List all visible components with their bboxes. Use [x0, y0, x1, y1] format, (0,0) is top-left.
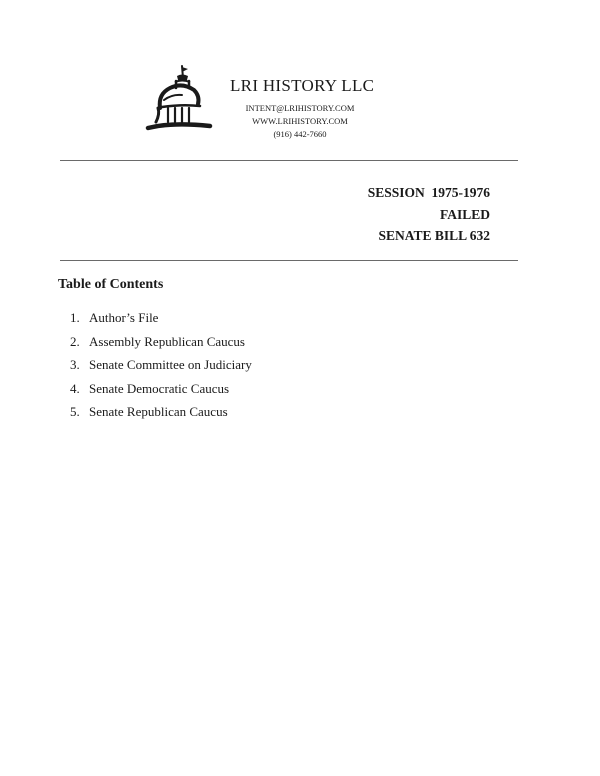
company-email: INTENT@LRIHISTORY.COM — [245, 103, 355, 113]
company-header — [230, 76, 375, 141]
toc-item-assembly-republican-caucus — [70, 330, 252, 354]
bill-info — [368, 182, 490, 247]
company-phone: (916) 442-7660 — [273, 129, 327, 139]
company-name: LRI HISTORY LLC — [230, 76, 375, 95]
company-website: WWW.LRIHISTORY.COM — [252, 116, 348, 126]
toc-item-label: Senate Committee on Judiciary — [89, 357, 252, 372]
toc-item-label: Assembly Republican Caucus — [89, 333, 245, 349]
toc-item-senate-democratic-caucus — [70, 377, 252, 401]
toc-item-label: Senate Democratic Caucus — [89, 380, 230, 396]
bottom-divider — [60, 260, 518, 261]
toc-item-senate-committee-judiciary — [70, 353, 252, 377]
toc-item-number: 1. — [70, 310, 80, 325]
toc-item-label: Senate Republican Caucus — [89, 404, 228, 419]
toc-item-number: 4. — [70, 380, 80, 396]
toc-item-label: Author’s File — [89, 310, 159, 325]
toc-list — [70, 306, 252, 424]
bill-status: FAILED — [439, 206, 490, 222]
toc-item-authors-file — [70, 306, 252, 330]
toc-item-number: 3. — [70, 357, 80, 372]
bill-session: SESSION 1975-1976 — [367, 185, 490, 200]
bill-number: SENATE BILL 632 — [378, 228, 490, 243]
toc-item-number: 2. — [70, 333, 80, 349]
top-divider — [60, 160, 518, 161]
toc-title: Table of Contents — [58, 277, 164, 292]
toc-item-number: 5. — [70, 404, 80, 419]
toc-item-senate-republican-caucus — [70, 400, 252, 424]
capitol-dome-icon — [142, 64, 214, 140]
